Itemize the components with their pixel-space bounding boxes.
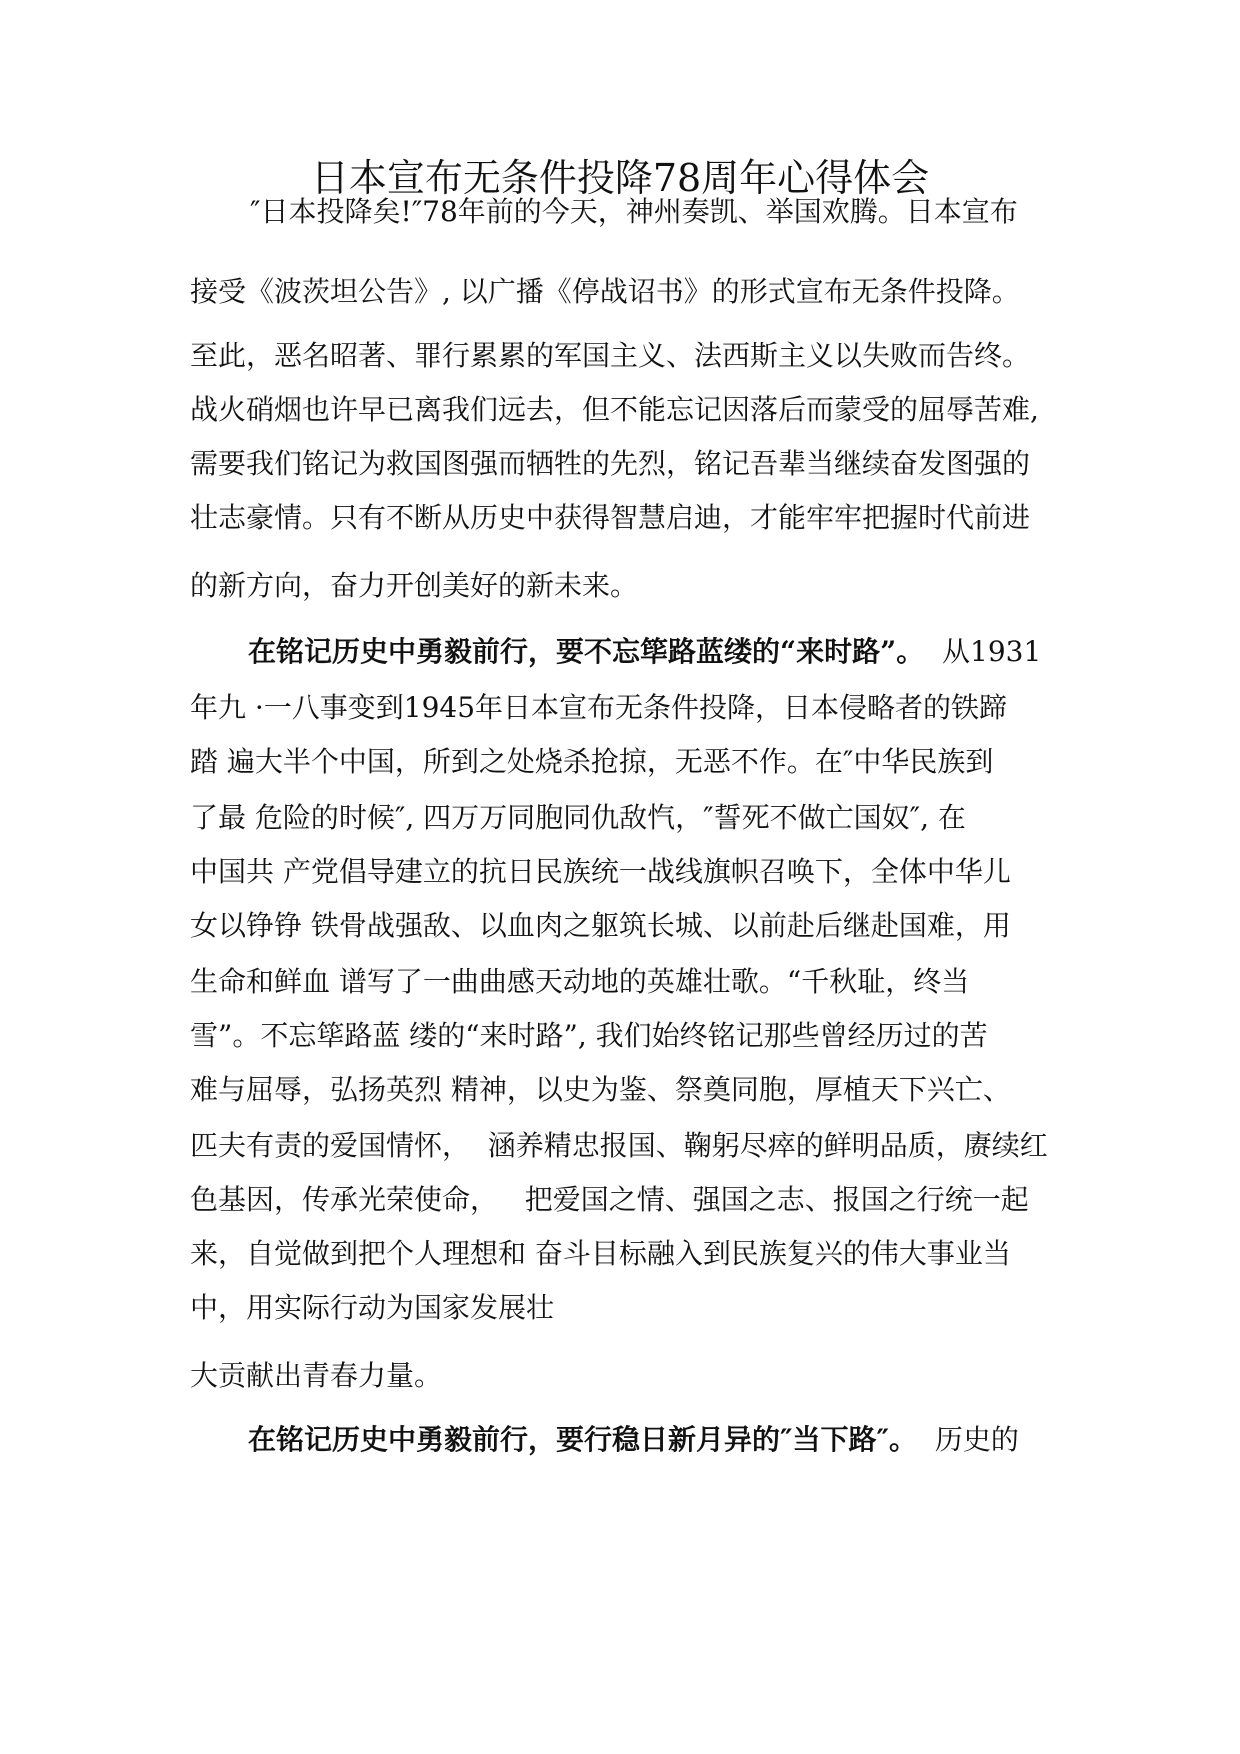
line-text: 匹夫有责的爱国情怀， 涵养精忠报国、鞠躬尽瘁的鲜明品质，赓续红 xyxy=(190,1129,1048,1162)
paragraph-line xyxy=(190,1126,1048,1166)
line-text: 来，自觉做到把个人理想和 奋斗目标融入到民族复兴的伟大事业当 xyxy=(190,1237,1011,1270)
line-text: 需要我们铭记为救国图强而牺牲的先烈，铭记吾辈当继续奋发图强的 xyxy=(190,447,1031,480)
paragraph-line xyxy=(190,742,993,782)
line-text: 接受《波茨坦公告》, 以广播《停战诏书》的形式宣布无条件投降。 xyxy=(190,275,1020,308)
line-text: 的新方向，奋力开创美好的新未来。 xyxy=(190,569,639,602)
paragraph-line xyxy=(248,632,1041,672)
line-text: ″日本投降矣!″78年前的今天，神州奏凯、举国欢腾。日本宣布 xyxy=(250,195,1018,228)
paragraph-line xyxy=(248,1420,1019,1460)
line-text: 年九 ·一八事变到1945年日本宣布无条件投降，日本侵略者的铁蹄 xyxy=(190,691,1008,724)
line-text: 难与屈辱，弘扬英烈 精神，以史为鉴、祭奠同胞，厚植天下兴亡、 xyxy=(190,1073,1011,1106)
paragraph-line xyxy=(190,962,969,1002)
line-text: 壮志豪情。只有不断从历史中获得智慧启迪，才能牢牢把握时代前进 xyxy=(190,501,1031,534)
paragraph-line xyxy=(190,1288,554,1328)
paragraph-line xyxy=(190,1180,1029,1220)
document-title: 日本宣布无条件投降78周年心得体会 xyxy=(310,156,930,200)
line-text: 从1931 xyxy=(924,635,1042,668)
section-lead: 在铭记历史中勇毅前行，要不忘筚路蓝缕的“来时路”。 xyxy=(248,635,925,668)
line-text: 中，用实际行动为国家发展壮 xyxy=(190,1291,555,1324)
line-text: 战火硝烟也许早已离我们远去，但不能忘记因落后而蒙受的屈辱苦难, xyxy=(190,393,1039,426)
paragraph-line xyxy=(190,336,1030,376)
paragraph-line xyxy=(190,566,638,606)
paragraph-line xyxy=(190,1234,1011,1274)
paragraph-line xyxy=(190,498,1030,538)
line-text: 了最 危险的时候″, 四万万同胞同仇敌忾，″誓死不做亡国奴″, 在 xyxy=(190,801,966,834)
paragraph-line xyxy=(190,272,1020,312)
paragraph-line xyxy=(190,1356,442,1396)
paragraph-line xyxy=(190,390,1039,430)
line-text: 踏 遍大半个中国，所到之处烧杀抢掠，无恶不作。在″中华民族到 xyxy=(190,745,994,778)
line-text: 中国共 产党倡导建立的抗日民族统一战线旗帜召唤下，全体中华儿 xyxy=(190,855,1011,888)
line-text: 女以铮铮 铁骨战强敌、以血肉之躯筑长城、以前赴后继赴国难，用 xyxy=(190,909,1011,942)
line-text: 大贡献出青春力量。 xyxy=(190,1359,443,1392)
paragraph-line xyxy=(190,444,1030,484)
section-lead: 在铭记历史中勇毅前行，要行稳日新月异的″当下路″。 xyxy=(248,1423,918,1456)
paragraph-line xyxy=(190,1016,988,1056)
line-text: 雪”。不忘筚路蓝 缕的“来时路”, 我们始终铭记那些曾经历过的苦 xyxy=(190,1019,988,1052)
paragraph-line xyxy=(190,688,1007,728)
paragraph-line xyxy=(190,906,1011,946)
paragraph-line xyxy=(190,852,1011,892)
line-text: 至此，恶名昭著、罪行累累的军国主义、法西斯主义以失败而告终。 xyxy=(190,339,1031,372)
paragraph-line xyxy=(250,192,1018,232)
line-text: 生命和鲜血 谱写了一曲曲感天动地的英雄壮歌。“千秋耻，终当 xyxy=(190,965,970,998)
line-text: 色基因，传承光荣使命， 把爱国之情、强国之志、报国之行统一起 xyxy=(190,1183,1029,1216)
paragraph-line xyxy=(190,1070,1011,1110)
line-text: 历史的 xyxy=(917,1423,1019,1456)
paragraph-line xyxy=(190,798,966,838)
